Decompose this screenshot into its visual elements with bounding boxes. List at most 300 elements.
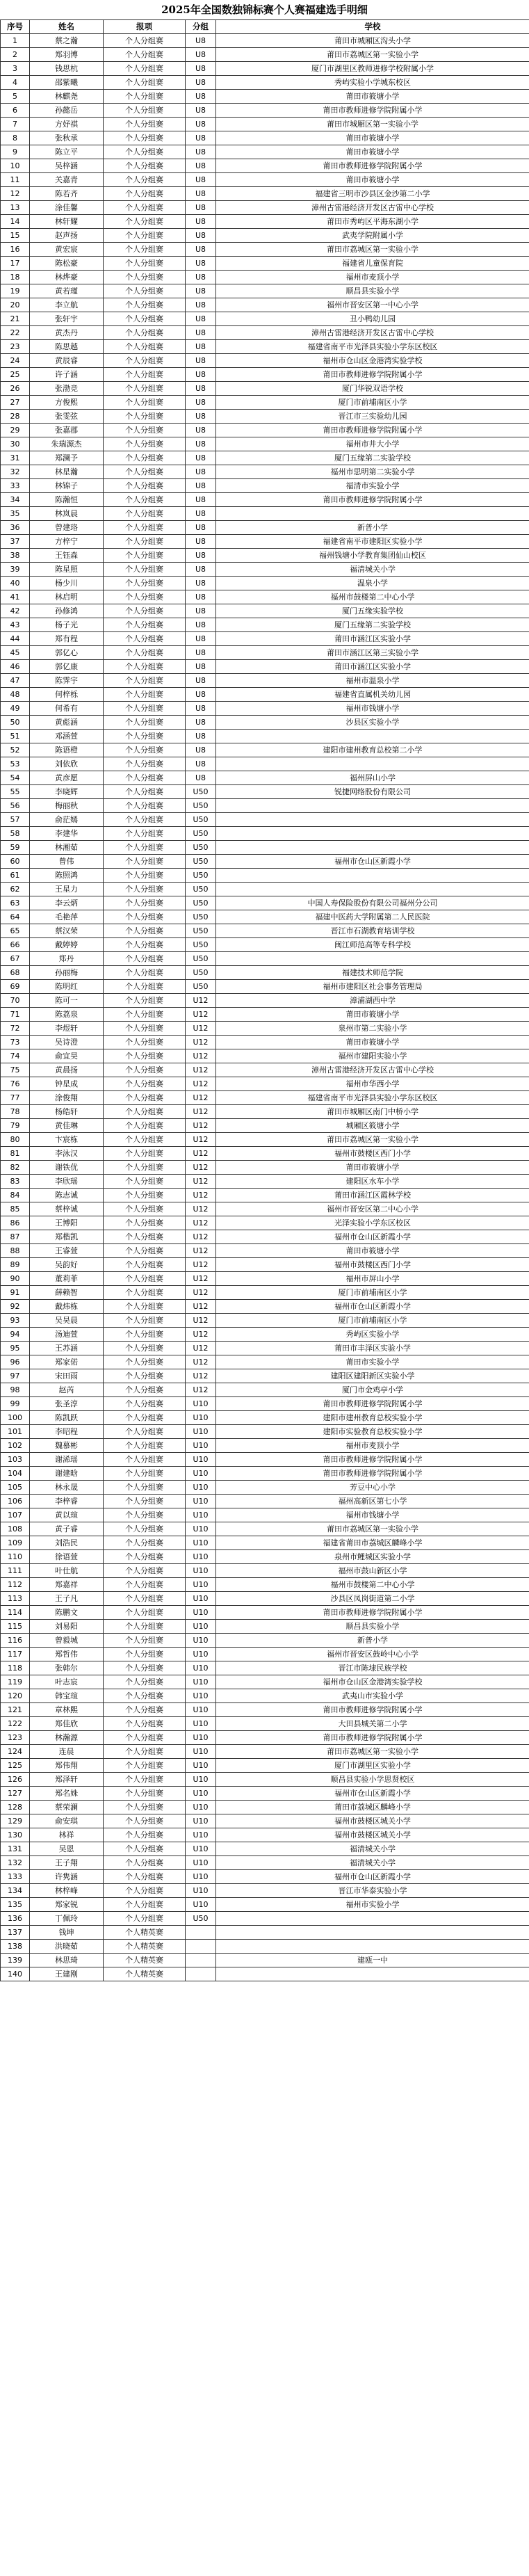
cell-group: U8: [186, 354, 216, 368]
cell-group: U10: [186, 1717, 216, 1731]
table-row: [1, 924, 529, 938]
table-row: [1, 994, 529, 1008]
cell-name: 林星瀚: [30, 465, 104, 479]
cell-group: U10: [186, 1411, 216, 1425]
cell-group: U8: [186, 563, 216, 577]
cell-school: 莆田市教师进修学院附属小学: [216, 159, 529, 173]
cell-group: U8: [186, 90, 216, 104]
table-row: [1, 1759, 529, 1773]
cell-event: 个人分组赛: [104, 1898, 186, 1912]
cell-group: U12: [186, 1272, 216, 1286]
cell-event: 个人分组赛: [104, 131, 186, 145]
cell-group: U8: [186, 743, 216, 757]
cell-event: 个人分组赛: [104, 1036, 186, 1049]
cell-name: 何梓栎: [30, 688, 104, 702]
cell-index: 19: [1, 284, 30, 298]
cell-group: U10: [186, 1592, 216, 1606]
participants-table: [0, 19, 529, 1981]
cell-index: 116: [1, 1634, 30, 1648]
cell-index: 12: [1, 187, 30, 201]
table-row: [1, 1675, 529, 1689]
table-row: [1, 757, 529, 771]
cell-name: 王睿萱: [30, 1244, 104, 1258]
cell-school: 芳豆中心小学: [216, 1481, 529, 1495]
cell-index: 47: [1, 674, 30, 688]
cell-name: 郑羽博: [30, 48, 104, 62]
table-row: [1, 1648, 529, 1661]
table-row: [1, 980, 529, 994]
table-row: [1, 493, 529, 507]
header-event: 报项: [104, 20, 186, 34]
table-row: [1, 1369, 529, 1383]
cell-index: 122: [1, 1717, 30, 1731]
cell-name: 黄佳琳: [30, 1119, 104, 1133]
cell-school: [216, 730, 529, 743]
cell-index: 65: [1, 924, 30, 938]
table-row: [1, 1244, 529, 1258]
cell-group: U10: [186, 1898, 216, 1912]
cell-name: 陈霁宇: [30, 674, 104, 688]
cell-event: 个人分组赛: [104, 382, 186, 396]
cell-event: 个人分组赛: [104, 1606, 186, 1620]
cell-name: 韩宝瑄: [30, 1689, 104, 1703]
cell-index: 59: [1, 841, 30, 855]
cell-event: 个人分组赛: [104, 76, 186, 90]
table-row: [1, 1397, 529, 1411]
cell-name: 孙懿岳: [30, 104, 104, 118]
table-row: [1, 688, 529, 702]
cell-index: 22: [1, 326, 30, 340]
cell-group: U8: [186, 437, 216, 451]
cell-index: 66: [1, 938, 30, 952]
cell-index: 131: [1, 1842, 30, 1856]
table-row: [1, 1216, 529, 1230]
cell-school: 福州市鼓楼区城关小学: [216, 1828, 529, 1842]
table-row: [1, 1411, 529, 1425]
cell-name: 张韩尔: [30, 1661, 104, 1675]
cell-school: 福州市鼓楼区西门小学: [216, 1258, 529, 1272]
cell-group: U8: [186, 159, 216, 173]
table-row: [1, 674, 529, 688]
table-row: [1, 869, 529, 883]
table-row: [1, 549, 529, 563]
cell-school: 厦门市前埔南区小学: [216, 1314, 529, 1328]
cell-event: 个人分组赛: [104, 1828, 186, 1842]
cell-event: 个人分组赛: [104, 590, 186, 604]
cell-name: 孙修鸿: [30, 604, 104, 618]
cell-index: 123: [1, 1731, 30, 1745]
cell-group: U8: [186, 382, 216, 396]
cell-group: U12: [186, 1049, 216, 1063]
cell-event: 个人分组赛: [104, 549, 186, 563]
cell-school: 福州市鼓楼第二中心小学: [216, 1578, 529, 1592]
cell-group: U10: [186, 1634, 216, 1648]
cell-index: 124: [1, 1745, 30, 1759]
table-row: [1, 577, 529, 590]
cell-school: 福建中医药大学附属第二人民医院: [216, 910, 529, 924]
cell-school: 厦门五缘第二实验学校: [216, 451, 529, 465]
cell-index: 112: [1, 1578, 30, 1592]
cell-name: 杨子光: [30, 618, 104, 632]
cell-group: U50: [186, 841, 216, 855]
cell-group: U10: [186, 1550, 216, 1564]
table-row: [1, 1425, 529, 1439]
cell-school: 厦门市湖里区实验小学: [216, 1759, 529, 1773]
cell-group: U10: [186, 1564, 216, 1578]
table-row: [1, 952, 529, 966]
table-row: [1, 813, 529, 827]
cell-event: 个人分组赛: [104, 646, 186, 660]
cell-event: 个人分组赛: [104, 1161, 186, 1175]
cell-name: 张渤竞: [30, 382, 104, 396]
cell-index: 28: [1, 410, 30, 424]
cell-name: 谢浠瑶: [30, 1453, 104, 1467]
cell-event: 个人分组赛: [104, 743, 186, 757]
cell-school: 厦门市前埔南区小学: [216, 1286, 529, 1300]
cell-school: 漳州古雷港经济开发区古雷中心学校: [216, 201, 529, 215]
cell-name: 郑家偌: [30, 1355, 104, 1369]
cell-group: U50: [186, 799, 216, 813]
cell-group: U50: [186, 813, 216, 827]
cell-index: 11: [1, 173, 30, 187]
cell-name: 李云炳: [30, 896, 104, 910]
cell-event: 个人分组赛: [104, 173, 186, 187]
cell-event: 个人分组赛: [104, 104, 186, 118]
cell-group: U10: [186, 1606, 216, 1620]
cell-name: 林岚晨: [30, 507, 104, 521]
table-row: [1, 368, 529, 382]
table-row: [1, 1272, 529, 1286]
table-row: [1, 535, 529, 549]
cell-school: 莆田市筱塘小学: [216, 1161, 529, 1175]
cell-group: U12: [186, 1063, 216, 1077]
table-row: [1, 34, 529, 48]
cell-event: 个人分组赛: [104, 437, 186, 451]
cell-index: 15: [1, 229, 30, 243]
table-row: [1, 1314, 529, 1328]
table-row: [1, 396, 529, 410]
cell-index: 120: [1, 1689, 30, 1703]
table-row: [1, 62, 529, 76]
cell-event: 个人分组赛: [104, 1467, 186, 1481]
cell-group: U10: [186, 1481, 216, 1495]
table-row: [1, 173, 529, 187]
table-row: [1, 910, 529, 924]
cell-index: 57: [1, 813, 30, 827]
cell-event: 个人分组赛: [104, 1731, 186, 1745]
table-row: [1, 382, 529, 396]
table-row: [1, 1731, 529, 1745]
cell-group: U12: [186, 1230, 216, 1244]
cell-group: U8: [186, 424, 216, 437]
table-row: [1, 1606, 529, 1620]
cell-name: 陈立平: [30, 145, 104, 159]
cell-event: 个人分组赛: [104, 145, 186, 159]
table-row: [1, 1898, 529, 1912]
cell-group: U8: [186, 688, 216, 702]
table-row: [1, 354, 529, 368]
cell-name: 钟星成: [30, 1077, 104, 1091]
cell-name: 连晨: [30, 1745, 104, 1759]
cell-group: U10: [186, 1648, 216, 1661]
cell-index: 38: [1, 549, 30, 563]
cell-school: 福建省三明市沙县区金沙第二小学: [216, 187, 529, 201]
cell-event: 个人分组赛: [104, 312, 186, 326]
cell-school: 武夷学院附属小学: [216, 229, 529, 243]
cell-school: 莆田市筱塘小学: [216, 1036, 529, 1049]
cell-index: 61: [1, 869, 30, 883]
table-row: [1, 1355, 529, 1369]
cell-name: 杨皓轩: [30, 1105, 104, 1119]
table-row: [1, 437, 529, 451]
table-row: [1, 1884, 529, 1898]
cell-event: 个人分组赛: [104, 451, 186, 465]
table-row: [1, 604, 529, 618]
cell-event: 个人分组赛: [104, 1300, 186, 1314]
cell-event: 个人分组赛: [104, 1842, 186, 1856]
cell-school: 福清市实验小学: [216, 479, 529, 493]
cell-index: 92: [1, 1300, 30, 1314]
cell-school: 泉州市第二实验小学: [216, 1022, 529, 1036]
cell-event: 个人分组赛: [104, 1912, 186, 1926]
cell-event: 个人分组赛: [104, 1481, 186, 1495]
cell-name: 王星力: [30, 883, 104, 896]
table-row: [1, 1286, 529, 1300]
cell-name: 许子涵: [30, 368, 104, 382]
cell-name: 董莉菲: [30, 1272, 104, 1286]
cell-school: 莆田市筱塘小学: [216, 90, 529, 104]
cell-name: 戴炜栋: [30, 1300, 104, 1314]
cell-school: 厦门华锐双语学校: [216, 382, 529, 396]
cell-event: 个人分组赛: [104, 118, 186, 131]
cell-index: 133: [1, 1870, 30, 1884]
cell-name: 黄宏宸: [30, 243, 104, 257]
cell-event: 个人分组赛: [104, 730, 186, 743]
cell-event: 个人分组赛: [104, 994, 186, 1008]
cell-name: 叶志宸: [30, 1675, 104, 1689]
cell-name: 陈可一: [30, 994, 104, 1008]
cell-group: U10: [186, 1397, 216, 1411]
table-row: [1, 1189, 529, 1202]
table-row: [1, 145, 529, 159]
cell-event: 个人分组赛: [104, 1202, 186, 1216]
cell-event: 个人精英赛: [104, 1926, 186, 1940]
cell-name: 黄若瑾: [30, 284, 104, 298]
cell-event: 个人分组赛: [104, 1411, 186, 1425]
page-title: 2025年全国数独锦标赛个人赛福建选手明细: [161, 3, 368, 16]
cell-group: U12: [186, 1216, 216, 1230]
cell-event: 个人分组赛: [104, 1745, 186, 1759]
cell-school: 建阳区水车小学: [216, 1175, 529, 1189]
cell-school: 莆田市城厢区南门中桥小学: [216, 1105, 529, 1119]
cell-name: 俞茫嫣: [30, 813, 104, 827]
cell-index: 3: [1, 62, 30, 76]
table-row: [1, 1161, 529, 1175]
table-row: [1, 730, 529, 743]
cell-group: U8: [186, 131, 216, 145]
cell-event: 个人分组赛: [104, 1133, 186, 1147]
cell-group: U10: [186, 1536, 216, 1550]
cell-group: [186, 1926, 216, 1940]
table-row: [1, 1842, 529, 1856]
cell-name: 蔡之瀚: [30, 34, 104, 48]
table-row: [1, 1814, 529, 1828]
cell-event: 个人分组赛: [104, 1870, 186, 1884]
table-row: [1, 271, 529, 284]
cell-group: U12: [186, 1342, 216, 1355]
cell-group: U8: [186, 257, 216, 271]
cell-event: 个人分组赛: [104, 1119, 186, 1133]
cell-name: 戴婷婷: [30, 938, 104, 952]
table-row: [1, 326, 529, 340]
cell-group: U10: [186, 1522, 216, 1536]
cell-index: 93: [1, 1314, 30, 1328]
cell-group: U12: [186, 1022, 216, 1036]
table-row: [1, 1536, 529, 1550]
table-row: [1, 743, 529, 757]
cell-event: 个人分组赛: [104, 243, 186, 257]
table-row: [1, 104, 529, 118]
cell-group: U8: [186, 507, 216, 521]
cell-index: 111: [1, 1564, 30, 1578]
cell-event: 个人分组赛: [104, 90, 186, 104]
cell-school: 福建省莆田市荔城区麟峰小学: [216, 1536, 529, 1550]
cell-name: 张秋承: [30, 131, 104, 145]
cell-group: U50: [186, 883, 216, 896]
cell-event: 个人分组赛: [104, 1648, 186, 1661]
cell-index: 110: [1, 1550, 30, 1564]
cell-event: 个人分组赛: [104, 1508, 186, 1522]
cell-group: U8: [186, 396, 216, 410]
cell-group: U8: [186, 702, 216, 716]
cell-group: U8: [186, 48, 216, 62]
cell-event: 个人分组赛: [104, 1439, 186, 1453]
cell-index: 54: [1, 771, 30, 785]
cell-group: U10: [186, 1453, 216, 1467]
cell-school: 福州市鼓楼区城关小学: [216, 1814, 529, 1828]
cell-event: 个人分组赛: [104, 1077, 186, 1091]
cell-index: 67: [1, 952, 30, 966]
cell-school: 武夷山市实验小学: [216, 1689, 529, 1703]
cell-school: 福州市建阳实验小学: [216, 1049, 529, 1063]
cell-index: 109: [1, 1536, 30, 1550]
cell-index: 20: [1, 298, 30, 312]
cell-index: 101: [1, 1425, 30, 1439]
cell-name: 林麒尧: [30, 90, 104, 104]
cell-group: U8: [186, 604, 216, 618]
cell-index: 140: [1, 1967, 30, 1981]
cell-name: 张雯弦: [30, 410, 104, 424]
cell-event: 个人分组赛: [104, 535, 186, 549]
cell-school: 莆田市教师进修学院附属小学: [216, 1397, 529, 1411]
cell-school: 福建省南平市光泽县实验小学东区校区: [216, 1091, 529, 1105]
table-row: [1, 465, 529, 479]
cell-name: 吴韵好: [30, 1258, 104, 1272]
cell-school: 沙县区实验小学: [216, 716, 529, 730]
cell-group: U12: [186, 994, 216, 1008]
cell-school: [216, 827, 529, 841]
cell-group: U12: [186, 1258, 216, 1272]
cell-school: 福清城关小学: [216, 1842, 529, 1856]
cell-event: 个人分组赛: [104, 1814, 186, 1828]
cell-name: 林启明: [30, 590, 104, 604]
cell-school: 锐捷网络股份有限公司: [216, 785, 529, 799]
cell-index: 70: [1, 994, 30, 1008]
cell-group: U10: [186, 1508, 216, 1522]
cell-school: 中国人寿保险股份有限公司福州分公司: [216, 896, 529, 910]
cell-index: 75: [1, 1063, 30, 1077]
cell-index: 128: [1, 1801, 30, 1814]
cell-index: 5: [1, 90, 30, 104]
cell-index: 14: [1, 215, 30, 229]
cell-index: 89: [1, 1258, 30, 1272]
cell-group: U10: [186, 1620, 216, 1634]
cell-name: 邵紫曦: [30, 76, 104, 90]
cell-index: 86: [1, 1216, 30, 1230]
table-row: [1, 1856, 529, 1870]
cell-name: 林轩耀: [30, 215, 104, 229]
cell-event: 个人分组赛: [104, 841, 186, 855]
cell-event: 个人分组赛: [104, 507, 186, 521]
cell-index: 85: [1, 1202, 30, 1216]
cell-event: 个人分组赛: [104, 1369, 186, 1383]
cell-name: 李昭程: [30, 1425, 104, 1439]
cell-group: U12: [186, 1244, 216, 1258]
table-row: [1, 76, 529, 90]
cell-school: 莆田市教师进修学院附属小学: [216, 1453, 529, 1467]
cell-index: 46: [1, 660, 30, 674]
cell-name: 章林熙: [30, 1703, 104, 1717]
cell-school: 建阳区建阳新区实验小学: [216, 1369, 529, 1383]
cell-school: 福清城关小学: [216, 1856, 529, 1870]
table-row: [1, 1745, 529, 1759]
cell-school: 厦门五缘实验学校: [216, 604, 529, 618]
cell-school: 漳州古雷港经济开发区古雷中心学校: [216, 326, 529, 340]
cell-school: 莆田市筱塘小学: [216, 145, 529, 159]
cell-group: U10: [186, 1870, 216, 1884]
cell-group: U8: [186, 215, 216, 229]
table-row: [1, 883, 529, 896]
cell-group: U10: [186, 1578, 216, 1592]
cell-index: 83: [1, 1175, 30, 1189]
cell-school: 福州市思明第二实验小学: [216, 465, 529, 479]
cell-index: 58: [1, 827, 30, 841]
cell-event: 个人分组赛: [104, 1147, 186, 1161]
cell-school: [216, 757, 529, 771]
cell-index: 91: [1, 1286, 30, 1300]
table-row: [1, 424, 529, 437]
cell-event: 个人分组赛: [104, 1258, 186, 1272]
cell-event: 个人分组赛: [104, 1717, 186, 1731]
cell-group: U8: [186, 312, 216, 326]
table-row: [1, 479, 529, 493]
table-row: [1, 855, 529, 869]
cell-index: 52: [1, 743, 30, 757]
cell-index: 115: [1, 1620, 30, 1634]
cell-group: U8: [186, 465, 216, 479]
cell-group: U8: [186, 730, 216, 743]
cell-school: 福建省直属机关幼儿园: [216, 688, 529, 702]
cell-name: 李立航: [30, 298, 104, 312]
cell-name: 王钰森: [30, 549, 104, 563]
table-row: [1, 1175, 529, 1189]
cell-school: 沙县区凤岗街道第二小学: [216, 1592, 529, 1606]
table-row: [1, 257, 529, 271]
cell-school: 莆田市荔城区第一实验小学: [216, 243, 529, 257]
cell-name: 邓涵萱: [30, 730, 104, 743]
cell-index: 99: [1, 1397, 30, 1411]
cell-event: 个人分组赛: [104, 159, 186, 173]
